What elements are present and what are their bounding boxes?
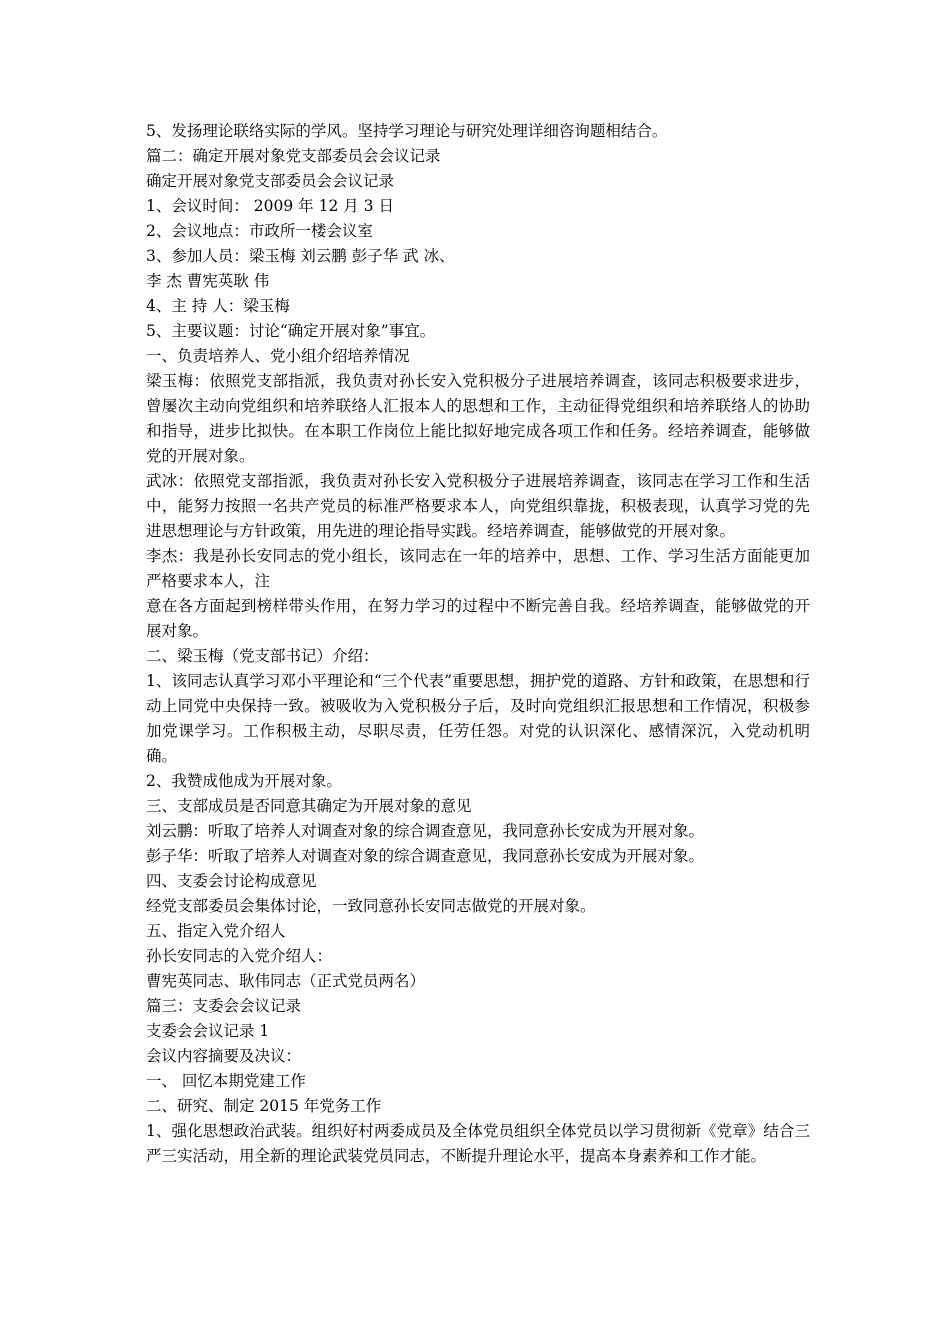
paragraph: 意在各方面起到榜样带头作用，在努力学习的过程中不断完善自我。经培养调查，能够做党的开展对象。 [146, 597, 810, 640]
paragraph: 经党支部委员会集体讨论，一致同意孙长安同志做党的开展对象。 [146, 897, 596, 915]
paragraph: 1、该同志认真学习邓小平理论和“三个代表”重要思想，拥护党的道路、方针和政策，在思想和行动上同党中央保持一致。被吸收为入党积极分子后，及时向党组织汇报思想和工作情况，积极参加党课学习。工作积极主动，尽职尽责，任劳任怨。对党的认识深化、感情深沉，入党动机明确。 [146, 672, 810, 765]
paragraph: 5、发扬理论联络实际的学风。坚持学习理论与研究处理详细咨询题相结合。 [146, 122, 668, 140]
paragraph: 刘云鹏：听取了培养人对调查对象的综合调查意见，我同意孙长安成为开展对象。 [146, 822, 705, 840]
paragraph: 五、指定入党介绍人 [146, 922, 286, 940]
paragraph: 1、会议时间： 2009 年 12 月 3 日 [146, 197, 394, 215]
paragraph: 4、主 持 人：梁玉梅 [146, 297, 290, 315]
paragraph: 一、负责培养人、党小组介绍培养情况 [146, 347, 410, 365]
paragraph: 支委会会议记录 1 [146, 1022, 270, 1040]
document-body [146, 119, 810, 1169]
paragraph: 李杰：我是孙长安同志的党小组长，该同志在一年的培养中，思想、工作、学习生活方面能更加严格要求本人，注 [146, 547, 810, 590]
paragraph: 篇二：确定开展对象党支部委员会会议记录 [146, 147, 441, 165]
paragraph: 梁玉梅：依照党支部指派，我负责对孙长安入党积极分子进展培养调查，该同志积极要求进步，曾屡次主动向党组织和培养联络人汇报本人的思想和工作，主动征得党组织和培养联络人的协助和指导，进步比拟快。在本职工作岗位上能比拟好地完成各项工作和任务。经培养调查，能够做党的开展对象。 [146, 372, 810, 465]
paragraph: 2、会议地点：市政所一楼会议室 [146, 222, 373, 240]
paragraph: 二、研究、制定 2015 年党务工作 [146, 1097, 382, 1115]
paragraph: 1、强化思想政治武装。组织好村两委成员及全体党员组织全体党员以学习贯彻新《党章》结合三严三实活动，用全新的理论武装党员同志，不断提升理论水平，提高本身素养和工作才能。 [146, 1122, 810, 1165]
paragraph: 3、参加人员：梁玉梅 刘云鹏 彭子华 武 冰、 [146, 247, 455, 265]
paragraph: 2、我赞成他成为开展对象。 [146, 772, 342, 790]
paragraph: 彭子华：听取了培养人对调查对象的综合调查意见，我同意孙长安成为开展对象。 [146, 847, 705, 865]
paragraph: 一、 回忆本期党建工作 [146, 1072, 306, 1090]
paragraph: 篇三：支委会会议记录 [146, 997, 302, 1015]
paragraph: 李 杰 曹宪英耿 伟 [146, 272, 270, 290]
paragraph: 孙长安同志的入党介绍人： [146, 947, 333, 965]
paragraph: 三、支部成员是否同意其确定为开展对象的意见 [146, 797, 472, 815]
paragraph: 四、支委会讨论构成意见 [146, 872, 317, 890]
paragraph: 会议内容摘要及决议： [146, 1047, 302, 1065]
paragraph: 武冰：依照党支部指派，我负责对孙长安入党积极分子进展培养调查，该同志在学习工作和生活中，能努力按照一名共产党员的标准严格要求本人，向党组织靠拢，积极表现，认真学习党的先进思想理论与方针政策，用先进的理论指导实践。经培养调查，能够做党的开展对象。 [146, 472, 810, 540]
paragraph: 二、梁玉梅（党支部书记）介绍： [146, 647, 379, 665]
paragraph: 确定开展对象党支部委员会会议记录 [146, 172, 395, 190]
paragraph: 曹宪英同志、耿伟同志（正式党员两名） [146, 972, 426, 990]
paragraph: 5、主要议题：讨论“确定开展对象”事宜。 [146, 322, 436, 340]
